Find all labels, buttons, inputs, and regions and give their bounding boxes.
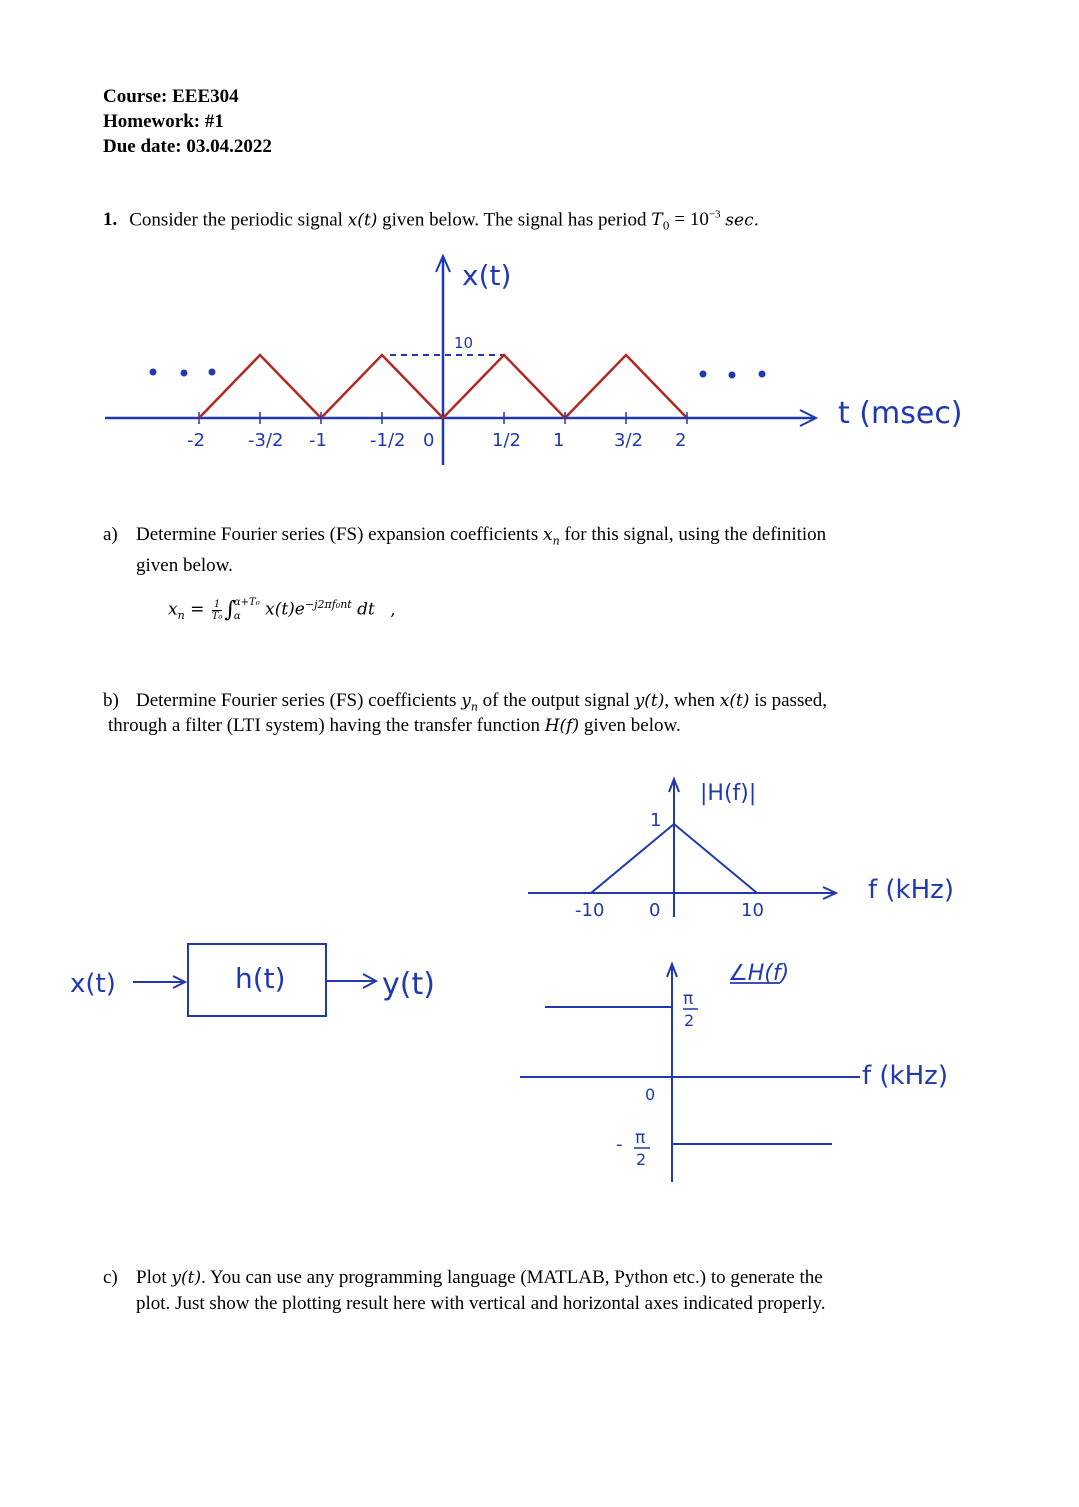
due-date-line: Due date: 03.04.2022 [103,136,272,157]
formula-fraction: $\frac{1}{\text{T₀}}$ [211,598,223,622]
part-a-coef: $x_n$ [542,525,560,548]
part-a-line2: given below. [136,555,233,577]
pos-pi-label: π [683,989,694,1009]
part-a-label: a) [103,524,118,545]
right-ellipsis-dot [729,372,736,379]
time-tick-label: -3/2 [248,430,284,451]
right-ellipsis-dot [759,371,766,378]
magnitude-title: |H(f)| [700,781,757,806]
q1-signal: x(t) [347,210,378,231]
integral-sign: ∫ [224,597,236,623]
part-a-line1: Determine Fourier series (FS) expansion coefficients [136,524,539,545]
magnitude-peak-label: 1 [650,810,662,831]
signal-plot [105,256,963,465]
freq-tick-label: 0 [649,900,661,921]
part-c-label: c) [103,1267,118,1288]
time-tick-label: 3/2 [614,430,643,451]
phase-zero-label: 0 [645,1085,656,1104]
part-c: c) Plot y(t). You can use any programming language (MATLAB, Python etc.) to generate the plot. Just show the plotting result here with vertical and horizontal axes indicated properly. [103,1267,826,1314]
part-b: b) Determine Fourier series (FS) coefficients $y_n$ of the output signal y(t), when x(t) is passed, through a filter (LTI system) having the transfer function H(f) given below. [103,690,828,736]
integral-limits: α+T₀ α [233,597,260,622]
neg-two-label: 2 [636,1150,647,1169]
left-ellipsis-dot [181,370,188,377]
phase-title: ∠H(f) [728,961,790,986]
homework-line: Homework: #1 [103,111,224,132]
magnitude-plot [528,779,954,921]
part-a-line1-end: for this signal, using the definition [564,524,827,545]
block-output-label: y(t) [382,967,435,1002]
q1-period-value: = $10^{-3}$ [674,209,721,231]
time-tick-label: 2 [675,430,687,451]
time-tick-label: 0 [423,430,435,451]
amplitude-label: 10 [454,334,474,352]
part-b-coef: $y_n$ [461,691,478,714]
block-input-label: x(t) [70,969,116,999]
time-tick-label: -2 [187,430,205,451]
signal-y-label: x(t) [462,259,512,292]
question-number: 1. [103,209,118,231]
neg-minus-sign: - [616,1134,623,1155]
right-ellipsis-dot [700,371,707,378]
freq-tick-label: -10 [575,900,605,921]
q1-text-middle: given below. The signal has period [382,209,647,231]
time-tick-label: -1/2 [370,430,406,451]
q1-unit: sec. [725,210,760,231]
q1-period-symbol: $T_0$ [651,210,670,233]
q1-text-before: Consider the periodic signal [129,209,343,231]
left-ellipsis-dot [150,369,157,376]
course-line: Course: EEE304 [103,86,239,107]
left-ellipsis-dot [209,369,216,376]
time-tick-label: -1 [309,430,327,451]
part-c-line2: plot. Just show the plotting result here with vertical and horizontal axes indicated properly. [136,1293,826,1314]
part-b-line1a: Determine Fourier series (FS) coefficients [136,690,457,711]
pos-two-label: 2 [684,1011,695,1030]
block-label: h(t) [235,962,286,995]
part-b-label: b) [103,690,119,711]
time-axis-label: t (msec) [838,396,963,431]
time-tick-label: 1 [553,430,565,451]
part-a [103,522,1003,577]
freq-tick-label: 10 [741,900,764,921]
block-diagram [70,944,435,1016]
phase-x-label: f (kHz) [862,1061,948,1091]
magnitude-x-label: f (kHz) [868,875,954,905]
phase-plot [520,961,948,1182]
time-tick-label: 1/2 [492,430,521,451]
neg-pi-label: π [635,1128,646,1148]
fs-formula: $x_n$ = $\frac{1}{\text{T₀}}$ ∫ α+T₀ α $x(t)e^{-j2\pi f_0nt}$ dt , [168,597,396,623]
part-b-line2: through a filter (LTI system) having the transfer function [108,715,540,736]
